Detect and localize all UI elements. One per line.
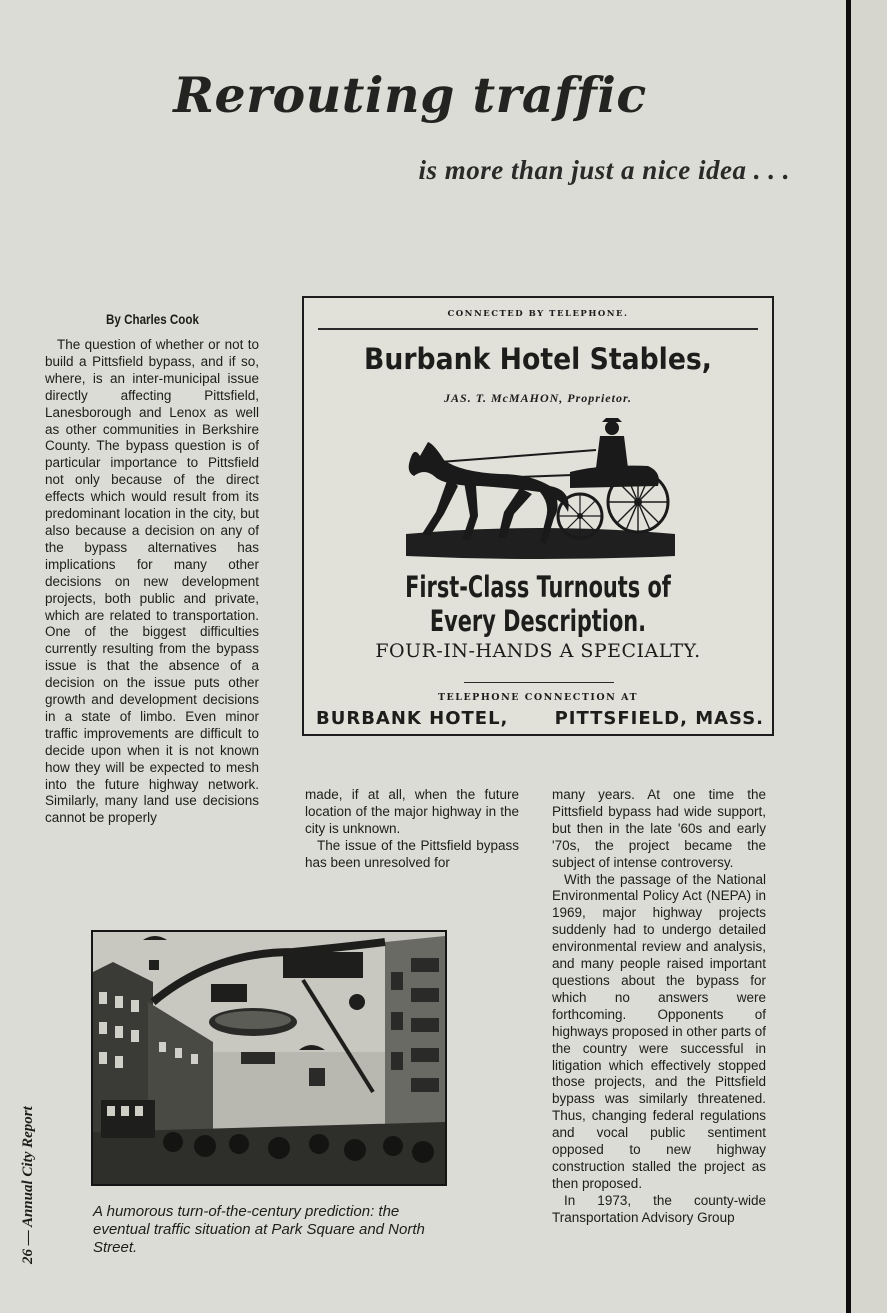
page-folio: 26 — Annual City Report	[20, 1106, 36, 1264]
subheadline: is more than just a nice idea . . .	[418, 155, 790, 185]
paragraph: The issue of the Pittsfield bypass has been unresolved for	[305, 837, 519, 870]
horse-and-buggy-illustration	[400, 416, 680, 561]
headline: Rerouting traffic	[173, 66, 647, 124]
page-margin-strip	[851, 0, 887, 1313]
article-column-3	[552, 787, 766, 1227]
ad-specialty: FOUR-IN-HANDS A SPECIALTY.	[375, 640, 701, 662]
ad-top-line: CONNECTED BY TELEPHONE.	[447, 309, 629, 319]
paragraph: With the passage of the National Environmental Policy Act (NEPA) in 1969, major highway projects suddenly had to undergo detailed environmental review and analysis, and many people raised important questions about the bypass for which no answers were forthcoming. Opponents of highways proposed in other parts of the country were successful in litigation which effectively stopped those projects, and the Pittsfield bypass was similarly threatened. Thus, changing federal regulations and vocal public sentiment opposed to new highway construction stalled the project as then proposed.	[552, 871, 766, 1191]
ad-address-city: PITTSFIELD, MASS.	[554, 708, 764, 729]
ad-address	[316, 708, 764, 729]
burbank-stables-advertisement	[302, 296, 774, 736]
ad-divider	[318, 328, 758, 330]
ad-short-divider	[464, 682, 614, 683]
ad-telephone-line: TELEPHONE CONNECTION AT	[437, 692, 639, 703]
illustration-artwork	[93, 932, 445, 1184]
paragraph: made, if at all, when the future location of the major highway in the city is unknown.	[305, 787, 519, 836]
byline: By Charles Cook	[106, 312, 199, 327]
article-column-1	[45, 337, 259, 827]
ad-title: Burbank Hotel Stables,	[364, 342, 712, 376]
ad-address-hotel: BURBANK HOTEL,	[316, 708, 509, 729]
ad-tagline: First-Class Turnouts of Every Description.	[405, 570, 671, 638]
article-column-2	[305, 787, 519, 872]
photo-caption: A humorous turn-of-the-century prediction: the eventual traffic situation at Park Square and North Street.	[93, 1203, 425, 1256]
future-traffic-illustration	[91, 930, 447, 1186]
paragraph: The question of whether or not to build a Pittsfield bypass, and if so, where, is an inter-municipal issue directly affecting Pittsfield, Lanesborough and Lenox as well as other communities in Berkshire County. The bypass question is of particular importance to Pittsfield not only because of the direct effects which would result from its predominant location in the city, but also because a decision on any of the bypass alternatives has implications for many other decisions on new development projects, both public and private, which are related to transportation. One of the biggest difficulties currently resulting from the bypass issue is that the absence of a decision on the issue puts other growth and development decisions in a state of limbo. Even minor traffic improvements are difficult to decide upon when it is not known how they will be expected to mesh into the future highway network. Similarly, many land use decisions cannot be properly	[45, 337, 259, 826]
paragraph: many years. At one time the Pittsfield bypass had wide support, but then in the late '60s and early '70s, the project became the subject of intense controversy.	[552, 787, 766, 870]
ad-proprietor: JAS. T. McMAHON, Proprietor.	[444, 391, 632, 405]
paragraph: In 1973, the county-wide Transportation Advisory Group	[552, 1192, 766, 1225]
